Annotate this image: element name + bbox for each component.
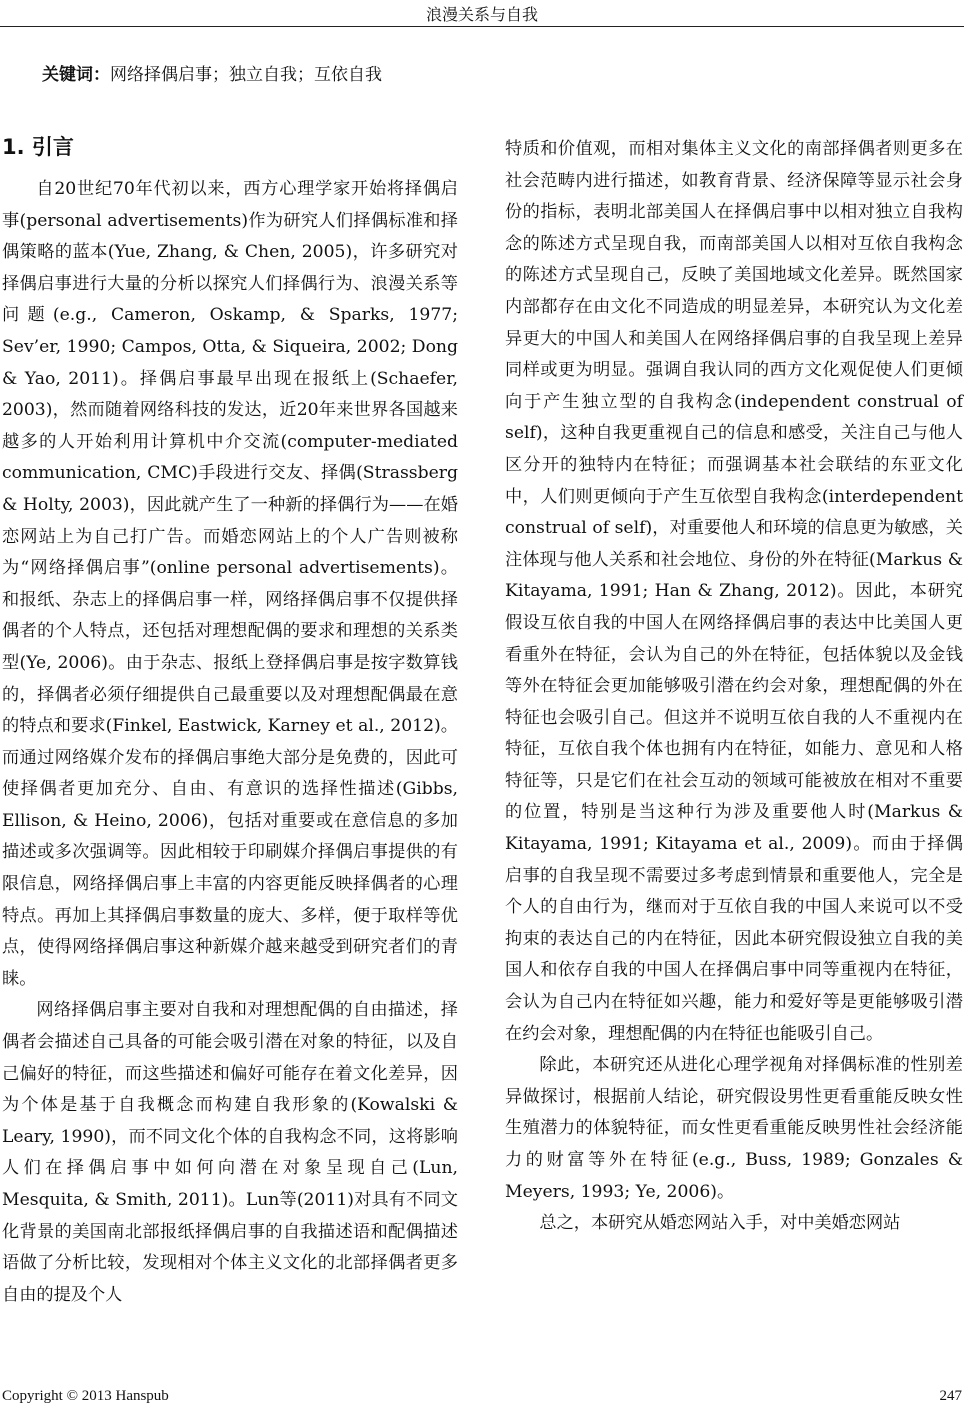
section-title: 1. 引言 [2,135,74,159]
header-divider [0,26,964,27]
keywords-line [42,60,382,85]
keywords-label: 关键词： [42,65,110,85]
running-header: 浪漫关系与自我 [425,5,538,24]
page-number: 247 [939,1388,962,1404]
paragraph: 特质和价值观，而相对集体主义文化的南部择偶者则更多在社会范畴内进行描述，如教育背景、经济保障等显示社会身份的指标，表明北部美国人在择偶启事中以相对独立自我构念的陈述方式呈现自我，而南部美国人以相对互依自我构念的陈述方式呈现自己，反映了美国地域文化差异。既然国家内部都存在由文化不同造成的明显差异，本研究认为文化差异更大的中国人和美国人在网络择偶启事的自我呈现上差异同样或更为明显。强调自我认同的西方文化观促使人们更倾向于产生独立型的自我构念(independent construal of self)，这种自我更重视自己的信息和感受，关注自己与他人区分开的独特内在特征；而强调基本社会联结的东亚文化中，人们则更倾向于产生互依型自我构念(interdependent construal of self)，对重要他人和环境的信息更为敏感，关注体现与他人关系和社会地位、身份的外在特征(Markus & Kitayama, 1991; Han & Zhang, 2012)。因此，本研究假设互依自我的中国人在网络择偶启事的表达中比美国人更看重外在特征，会认为自己的外在特征，包括体貌以及金钱等外在特征会更加能够吸引潜在约会对象，理想配偶的外在特征也会吸引自己。但这并不说明互依自我的人不重视内在特征，互依自我个体也拥有内在特征，如能力、意见和人格特征等，只是它们在社会互动的领域可能被放在相对不重要的位置，特别是当这种行为涉及重要他人时(Markus & Kitayama, 1991; Kitayama et al., 2009)。而由于择偶启事的自我呈现不需要过多考虑到情景和重要他人，完全是个人的自由行为，继而对于互依自我的中国人来说可以不受拘束的表达自己的内在特征，因此本研究假设独立自我的美国人和依存自我的中国人在择偶启事中同等重视内在特征，会认为自己内在特征如兴趣，能力和爱好等是更能够吸引潜在约会对象，理想配偶的内在特征也能吸引自己。 [505,139,963,1044]
keywords-text: 网络择偶启事；独立自我；互依自我 [110,65,382,85]
copyright-notice: Copyright © 2013 Hanspub [2,1388,169,1404]
left-column [2,132,458,1311]
right-column [505,134,963,1240]
paragraph: 除此，本研究还从进化心理学视角对择偶标准的性别差异做探讨，根据前人结论，研究假设男性更看重能反映女性生殖潜力的体貌特征，而女性更看重能反映男性社会经济能力的财富等外在特征(e.g., Buss, 1989; Gonzales & Meyers, 1993; Ye, 2006)。 [505,1055,963,1202]
paragraph: 自20世纪70年代初以来，西方心理学家开始将择偶启事(personal advertisements)作为研究人们择偶标准和择偶策略的蓝本(Yue, Zhang, & Chen, 2005)，许多研究对择偶启事进行大量的分析以探究人们择偶行为、浪漫关系等问题(e.g., Cameron, Oskamp, & Sparks, 1977; Sev’er, 1990; Campos, Otta, & Siqueira, 2002; Dong & Yao, 2011)。择偶启事最早出现在报纸上(Schaefer, 2003)，然而随着网络科技的发达，近20年来世界各国越来越多的人开始利用计算机中介交流(computer-mediated communication, CMC)手段进行交友、择偶(Strassberg & Holty, 2003)，因此就产生了一种新的择偶行为——在婚恋网站上为自己打广告。而婚恋网站上的个人广告则被称为“网络择偶启事”(online personal advertisements)。和报纸、杂志上的择偶启事一样，网络择偶启事不仅提供择偶者的个人特点，还包括对理想配偶的要求和理想的关系类型(Ye, 2006)。由于杂志、报纸上登择偶启事是按字数算钱的，择偶者必须仔细提供自己最重要以及对理想配偶最在意的特点和要求(Finkel, Eastwick, Karney et al., 2012)。而通过网络媒介发布的择偶启事绝大部分是免费的，因此可使择偶者更加充分、自由、有意识的选择性描述(Gibbs, Ellison, & Heino, 2006)，包括对重要或在意信息的多加描述或多次强调等。因此相较于印刷媒介择偶启事提供的有限信息，网络择偶启事上丰富的内容更能反映择偶者的心理特点。再加上其择偶启事数量的庞大、多样，便于取样等优点，使得网络择偶启事这种新媒介越来越受到研究者们的青睐。 [2,179,458,989]
paragraph: 网络择偶启事主要对自我和对理想配偶的自由描述，择偶者会描述自己具备的可能会吸引潜在对象的特征，以及自己偏好的特征，而这些描述和偏好可能存在着文化差异，因为个体是基于自我概念而构建自我形象的(Kowalski & Leary, 1990)，而不同文化个体的自我构念不同，这将影响人们在择偶启事中如何向潜在对象呈现自己(Lun, Mesquita, & Smith, 2011)。Lun等(2011)对具有不同文化背景的美国南北部报纸择偶启事的自我描述语和配偶描述语做了分析比较，发现相对个体主义文化的北部择偶者更多自由的提及个人 [2,1000,458,1305]
paragraph: 总之，本研究从婚恋网站入手，对中美婚恋网站 [539,1213,901,1234]
